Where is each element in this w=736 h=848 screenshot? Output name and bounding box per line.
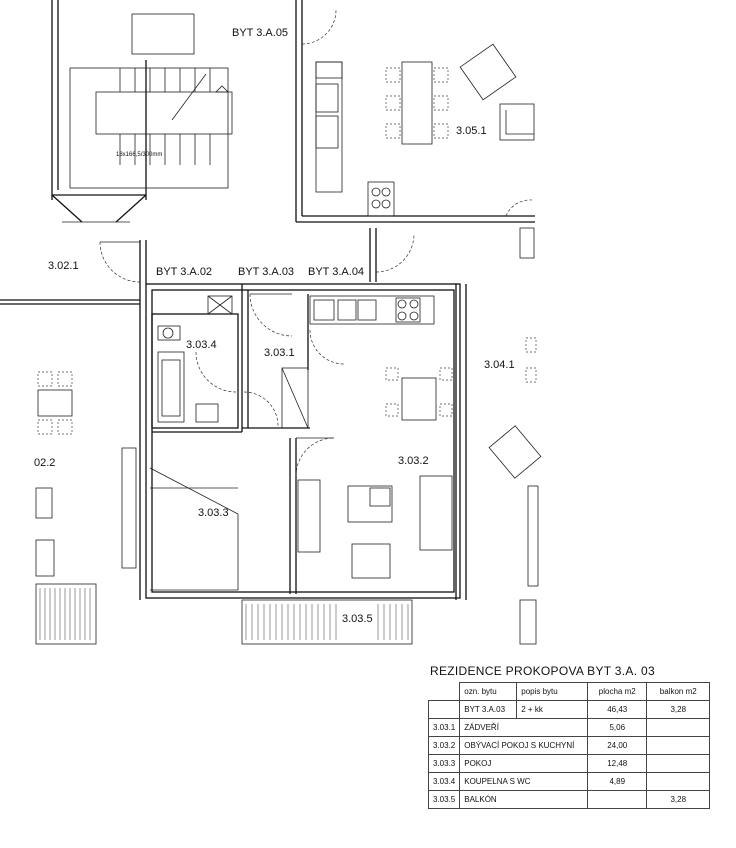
balconies <box>36 584 536 644</box>
room-area: 4,89 <box>588 773 647 791</box>
room-balcony <box>647 755 710 773</box>
room-name: BALKÓN <box>460 791 588 809</box>
room-code: 3.03.5 <box>429 791 460 809</box>
apartment-3a02 <box>0 240 146 600</box>
room-label-3021: 3.02.1 <box>48 260 79 272</box>
room-code: 3.03.1 <box>429 719 460 737</box>
table-row <box>429 719 710 737</box>
unit-label-3a04: BYT 3.A.04 <box>308 266 365 278</box>
header-ozn: ozn. bytu <box>460 683 517 701</box>
room-code: 3.03.3 <box>429 755 460 773</box>
summary-ozn: BYT 3.A.03 <box>460 701 517 719</box>
room-name: ZÁDVEŘÍ <box>460 719 588 737</box>
stair-note: 18x166,5/300mm <box>116 152 163 158</box>
area-legend <box>428 664 726 809</box>
table-row <box>429 791 710 809</box>
unit-label-3a05: BYT 3.A.05 <box>232 27 289 39</box>
room-balcony: 3,28 <box>647 791 710 809</box>
apartment-3a03 <box>146 284 460 598</box>
room-label-3034: 3.03.4 <box>186 339 217 351</box>
room-code: 3.03.2 <box>429 737 460 755</box>
table-row <box>429 737 710 755</box>
room-balcony <box>647 773 710 791</box>
room-label-3031: 3.03.1 <box>264 347 295 359</box>
room-label-3051: 3.05.1 <box>456 125 487 137</box>
table-header-row <box>429 683 710 701</box>
room-code: 3.03.4 <box>429 773 460 791</box>
area-table <box>428 682 710 809</box>
room-label-3041: 3.04.1 <box>484 359 515 371</box>
table-row <box>429 773 710 791</box>
header-balkon: balkon m2 <box>647 683 710 701</box>
room-name: OBÝVACÍ POKOJ S KUCHYNÍ <box>460 737 588 755</box>
room-area: 12,48 <box>588 755 647 773</box>
room-label-3032: 3.03.2 <box>398 455 429 467</box>
unit-label-3a02: BYT 3.A.02 <box>156 266 213 278</box>
header-popis: popis bytu <box>517 683 588 701</box>
room-label-3033: 3.03.3 <box>198 507 229 519</box>
room-name: POKOJ <box>460 755 588 773</box>
legend-title: REZIDENCE PROKOPOVA BYT 3.A. 03 <box>430 664 655 678</box>
header-plocha: plocha m2 <box>588 683 647 701</box>
summary-balkon: 3,28 <box>647 701 710 719</box>
summary-row <box>429 701 710 719</box>
room-balcony <box>647 737 710 755</box>
staircase <box>52 0 232 222</box>
unit-label-3a03: BYT 3.A.03 <box>238 266 295 278</box>
summary-popis: 2 + kk <box>517 701 588 719</box>
apartment-3a05 <box>296 0 535 222</box>
room-area: 5,06 <box>588 719 647 737</box>
room-area <box>588 791 647 809</box>
table-row <box>429 755 710 773</box>
summary-plocha: 46,43 <box>588 701 647 719</box>
room-label-3035: 3.03.5 <box>342 613 373 625</box>
room-balcony <box>647 719 710 737</box>
room-area: 24,00 <box>588 737 647 755</box>
room-label-022: 02.2 <box>34 457 56 469</box>
room-name: KOUPELNA S WC <box>460 773 588 791</box>
